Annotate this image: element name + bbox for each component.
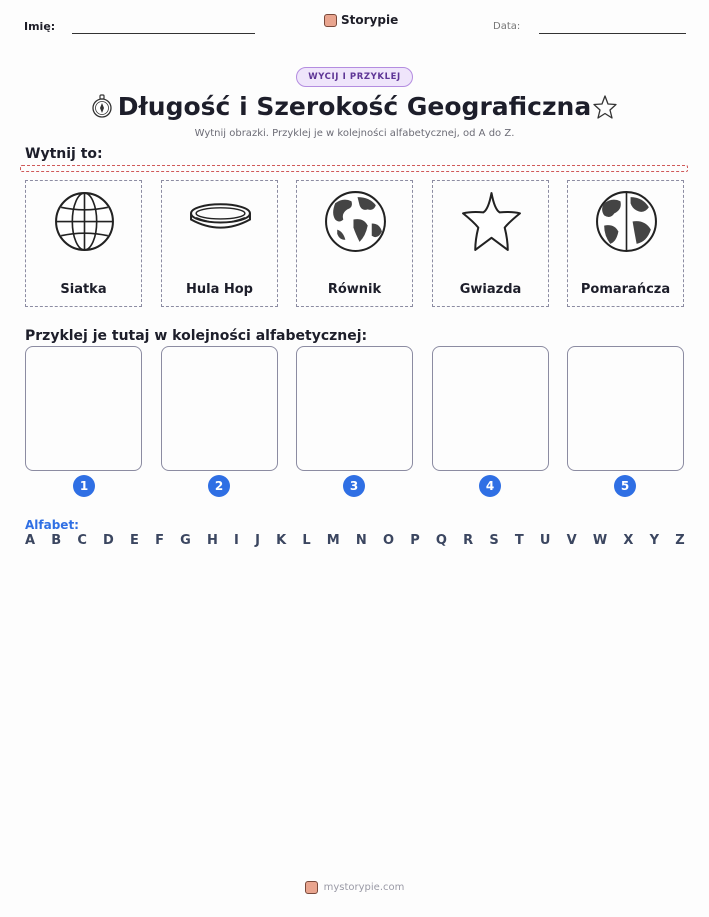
alphabet-letter: F [155,533,164,548]
card-label: Pomarańcza [580,282,671,297]
alphabet-letter: I [234,533,239,548]
name-line[interactable] [72,33,255,34]
alphabet-letter: Y [649,533,660,548]
alphabet-letter: C [77,533,87,548]
alphabet-letter: H [206,533,218,548]
alphabet-letter: N [355,533,367,548]
mascot-icon [305,881,318,894]
hula-hoop-icon [188,189,253,254]
star-decoration-icon [592,94,618,120]
cut-card-pomarancza[interactable] [567,180,684,307]
card-label: Równik [327,282,382,297]
alphabet-letter: M [326,533,340,548]
cut-card-hula-hop[interactable] [161,180,278,307]
mascot-icon [324,14,337,27]
footer-url[interactable]: mystorypie.com [323,882,405,893]
alphabet-letter: W [592,533,608,548]
instructions: Wytnij obrazki. Przyklej je w kolejności alfabetycznej, od A do Z. [194,128,515,139]
alphabet-row [25,533,685,548]
activity-badge: WYCIJ I PRZYKLEJ [296,67,413,87]
paste-box-4[interactable] [432,346,549,471]
date-label: Data: [493,21,521,32]
card-label: Gwiazda [459,282,522,297]
cut-card-rownik[interactable] [296,180,413,307]
brand-logo [324,13,398,27]
alphabet-letter: L [302,533,311,548]
alphabet-letter: J [255,533,260,548]
date-line[interactable] [539,33,686,34]
alphabet-letter: E [130,533,139,548]
alphabet-letter: B [51,533,62,548]
page-title: Długość i Szerokość Geograficzna [117,92,592,121]
alphabet-letter: K [276,533,287,548]
alphabet-letter: S [489,533,499,548]
alphabet-letter: O [382,533,395,548]
number-badge: 5 [614,475,636,497]
card-label: Siatka [60,282,107,297]
alphabet-letter: Q [435,533,447,548]
earth-icon [323,189,388,254]
alphabet-letter: U [539,533,551,548]
alphabet-letter: A [25,533,36,548]
cut-heading: Wytnij to: [25,146,103,162]
star-icon [459,189,524,254]
alphabet-letter: X [623,533,634,548]
paste-box-1[interactable] [25,346,142,471]
cut-line [20,165,688,172]
alphabet-letter: G [180,533,191,548]
card-label: Hula Hop [185,282,253,297]
orange-globe-icon [594,189,659,254]
number-badge: 1 [73,475,95,497]
alphabet-letter: R [463,533,474,548]
cut-card-siatka[interactable] [25,180,142,307]
name-label: Imię: [24,20,56,33]
number-badge: 2 [208,475,230,497]
paste-box-5[interactable] [567,346,684,471]
alphabet-letter: V [566,533,577,548]
cut-card-gwiazda[interactable] [432,180,549,307]
paste-box-2[interactable] [161,346,278,471]
globe-grid-icon [52,189,117,254]
number-badge: 3 [343,475,365,497]
alphabet-letter: P [410,533,420,548]
alphabet-letter: T [514,533,524,548]
paste-heading: Przyklej je tutaj w kolejności alfabetycznej: [25,328,368,344]
alphabet-letter: D [103,533,114,548]
brand-name: Storypie [341,13,399,27]
paste-box-3[interactable] [296,346,413,471]
alphabet-letter: Z [675,533,685,548]
footer [0,881,709,894]
number-badge: 4 [479,475,501,497]
alphabet-title: Alfabet: [25,518,79,532]
